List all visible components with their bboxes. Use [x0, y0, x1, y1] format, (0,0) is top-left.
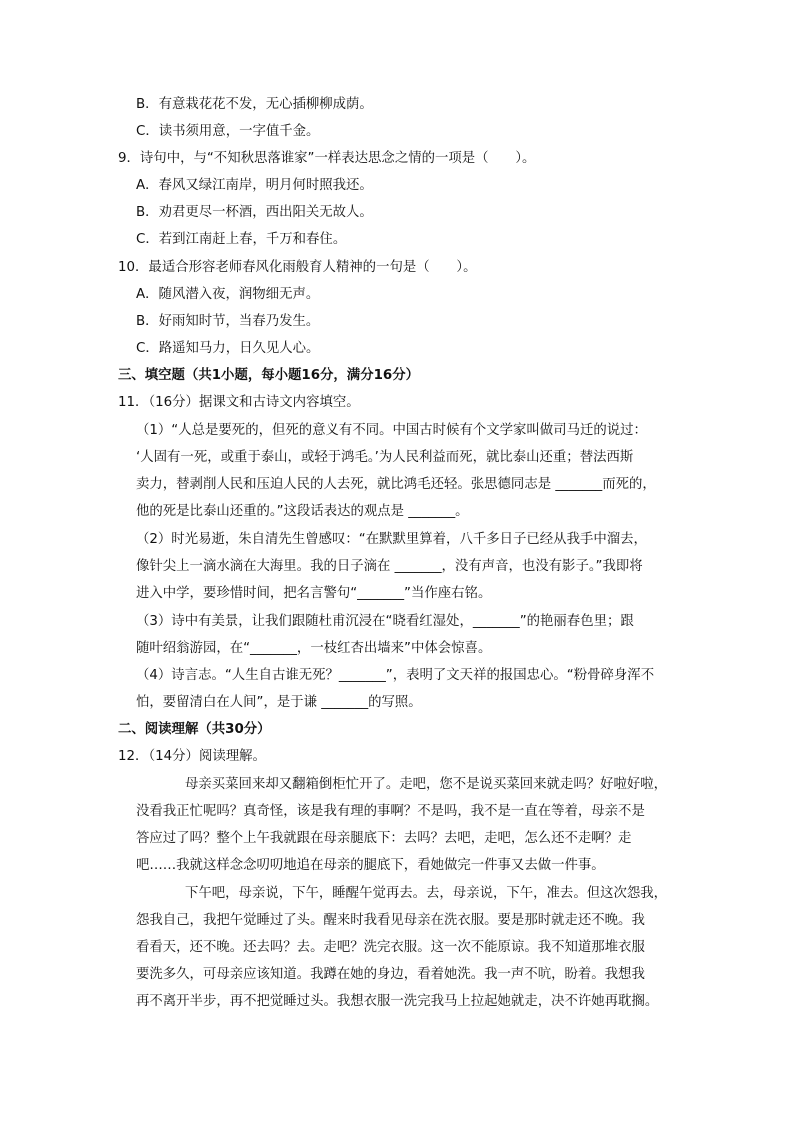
- q8-option-c: C．读书须用意，一字值千金。: [136, 124, 320, 139]
- passage-line: 答应过了吗？整个上午我就跟在母亲腿底下：去吗？去吧，走吧，怎么还不走啊？走: [136, 831, 632, 846]
- q9-option-b: B．劝君更尽一杯酒，西出阳关无故人。: [136, 205, 373, 220]
- q11-part1-line: （1）“人总是要死的，但死的意义有不同。中国古时候有个文学家叫做司马迁的说过：: [136, 423, 647, 438]
- passage-line: 怨我自己，我把午觉睡过了头。醒来时我看见母亲在洗衣服。要是那时就走还不晚。我: [136, 913, 645, 928]
- q9-option-c: C．若到江南赶上春，千万和春住。: [136, 232, 347, 247]
- section-2-title: 二、阅读理解（共30分）: [118, 722, 271, 737]
- q11-part2-line: 像针尖上一滴水滴在大海里。我的日子滴在 _______，没有声音，也没有影子。”我即将: [136, 559, 643, 574]
- q11-part1-line: ‘人固有一死，或重于泰山，或轻于鸿毛。’为人民利益而死，就比泰山还重；替法西斯: [136, 450, 634, 465]
- q10-stem: 10．最适合形容老师春风化雨般育人精神的一句是（ ）。: [118, 260, 477, 275]
- q12-stem: 12．（14分）阅读理解。: [118, 749, 266, 764]
- q11-stem: 11．（16分）据课文和古诗文内容填空。: [118, 395, 360, 410]
- section-3-title: 三、填空题（共1小题，每小题16分，满分16分）: [118, 368, 420, 383]
- q9-stem: 9．诗句中，与“不知秋思落谁家”一样表达思念之情的一项是（ ）。: [118, 151, 536, 166]
- q11-part4-line: 怕，要留清白在人间”，是于谦 _______的写照。: [136, 695, 422, 710]
- q11-part3-line: 随叶绍翁游园，在“_______，一枝红杏出墙来”中体会惊喜。: [136, 641, 492, 656]
- q11-part3-line: （3）诗中有美景，让我们跟随杜甫沉浸在“晓看红湿处，_______”的艳丽春色里；跟: [136, 614, 634, 629]
- q11-part1-line: 卖力，替剥削人民和压迫人民的人去死，就比鸿毛还轻。张思德同志是 _______而死的，: [136, 477, 656, 492]
- q10-option-c: C．路遥知马力，日久见人心。: [136, 341, 320, 356]
- passage-line: 再不离开半步，再不把觉睡过头。我想衣服一洗完我马上拉起她就走，决不许她再耽搁。: [136, 994, 659, 1009]
- q11-part2-line: （2）时光易逝，朱自清先生曾感叹：“在默默里算着，八千多日子已经从我手中溜去，: [136, 532, 647, 547]
- passage-line: 要洗多久，可母亲应该知道。我蹲在她的身边，看着她洗。我一声不吭，盼着。我想我: [136, 967, 645, 982]
- q10-option-b: B．好雨知时节，当春乃发生。: [136, 314, 320, 329]
- q11-part1-line: 他的死是比泰山还重的。”这段话表达的观点是 _______。: [136, 504, 469, 519]
- passage-line: 没看我正忙呢吗？真奇怪，该是我有理的事啊？不是吗，我不是一直在等着，母亲不是: [136, 804, 645, 819]
- q10-option-a: A．随风潜入夜，润物细无声。: [136, 287, 320, 302]
- passage-line: 母亲买菜回来却又翻箱倒柜忙开了。走吧，您不是说买菜回来就走吗？好啦好啦，: [185, 777, 668, 792]
- q11-part4-line: （4）诗言志。“人生自古谁无死？_______”，表明了文天祥的报国忠心。“粉骨碎身浑不: [136, 668, 655, 683]
- q8-option-b: B．有意栽花花不发，无心插柳柳成荫。: [136, 97, 373, 112]
- passage-line: 看看天，还不晚。还去吗？去。走吧？洗完衣服。这一次不能原谅。我不知道那堆衣服: [136, 940, 645, 955]
- passage-line: 吧……我就这样念念叨叨地追在母亲的腿底下，看她做完一件事又去做一件事。: [136, 858, 605, 873]
- passage-line: 下午吧，母亲说，下午，睡醒午觉再去。去，母亲说，下午，准去。但这次怨我，: [185, 886, 668, 901]
- q11-part2-line: 进入中学，要珍惜时间，把名言警句“_______”当作座右铭。: [136, 586, 492, 601]
- q9-option-a: A．春风又绿江南岸，明月何时照我还。: [136, 178, 373, 193]
